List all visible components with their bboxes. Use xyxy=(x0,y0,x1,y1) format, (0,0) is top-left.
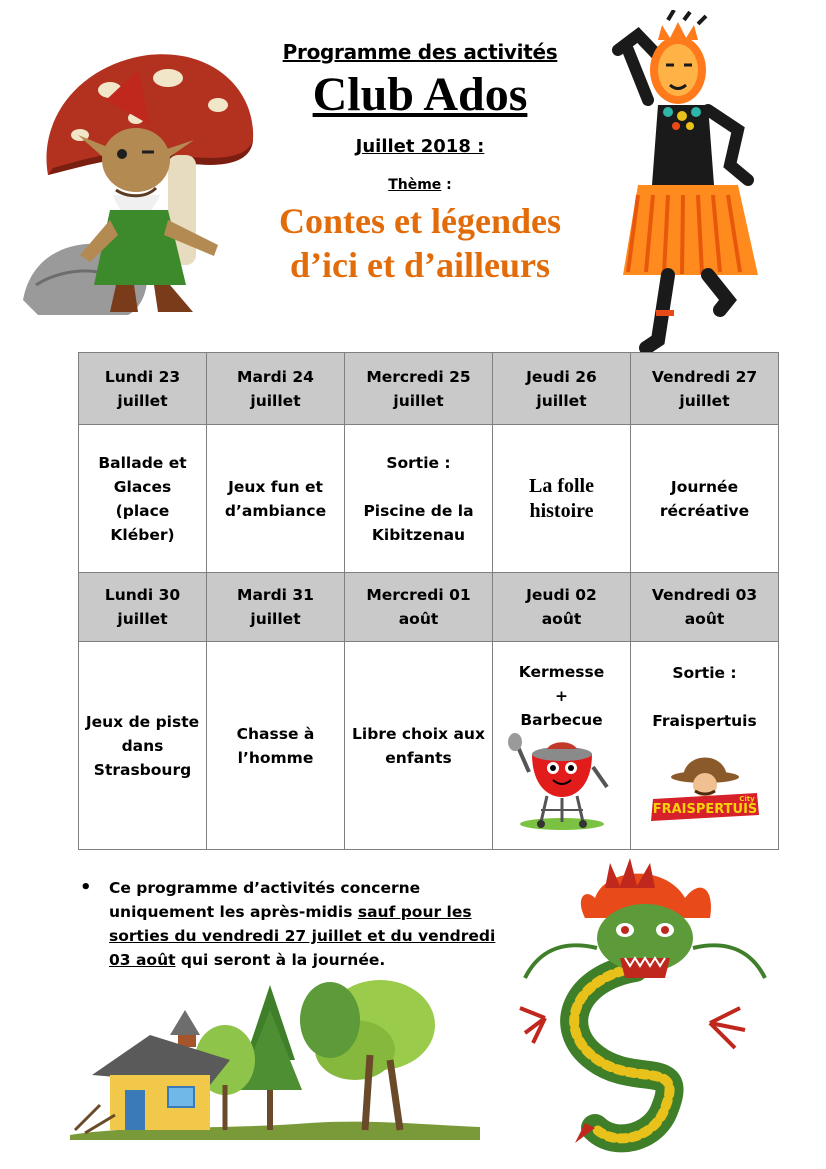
fraispertuis-logo-text: FRAISPERTUIS xyxy=(652,801,757,817)
day-header: Mercredi 25 juillet xyxy=(345,353,493,425)
week1-activity-row xyxy=(79,425,779,573)
activity-cell: Jeux de piste dans Strasbourg xyxy=(79,642,207,850)
program-title: Programme des activités xyxy=(282,40,558,64)
theme-line-1: Contes et légendes xyxy=(279,201,561,241)
activity-cell: Sortie : Piscine de la Kibitzenau xyxy=(345,425,493,573)
fraispertuis-logo-suffix: City xyxy=(738,794,755,803)
month-heading xyxy=(230,136,610,157)
activity-cell: Jeux fun et d’ambiance xyxy=(207,425,345,573)
day-header: Mardi 31 juillet xyxy=(207,573,345,642)
theme-label: Thème xyxy=(388,177,442,193)
day-header: Mercredi 01 août xyxy=(345,573,493,642)
activity-cell: Journée récréative xyxy=(631,425,779,573)
house-trees-illustration xyxy=(70,965,480,1145)
barbecue-icon xyxy=(507,732,617,832)
week2-header-row xyxy=(79,573,779,642)
theme-heading xyxy=(230,177,610,193)
day-header: Vendredi 03 août xyxy=(631,573,779,642)
activity-cell: Sortie : Fraispertuis FRAISPERTUIS City xyxy=(631,642,779,850)
activity-cell: Ballade et Glaces (place Kléber) xyxy=(79,425,207,573)
note-text-b: qui seront à la journée. xyxy=(175,951,386,969)
activity-cell: Libre choix aux enfants xyxy=(345,642,493,850)
activity-cell: Chasse à l’homme xyxy=(207,642,345,850)
title-block xyxy=(230,40,610,287)
mask-dancer-illustration xyxy=(598,10,786,352)
fraispertuis-logo xyxy=(645,741,765,831)
activity-cell: La folle histoire xyxy=(493,425,631,573)
day-header: Vendredi 27 juillet xyxy=(631,353,779,425)
day-header: Mardi 24 juillet xyxy=(207,353,345,425)
day-header: Lundi 23 juillet xyxy=(79,353,207,425)
activity-cell: Kermesse + Barbecue xyxy=(493,642,631,850)
month-text: Juillet 2018 : xyxy=(355,136,485,157)
note-text xyxy=(109,876,520,972)
note-text-underlined: sauf pour les sorties du vendredi 27 juillet et du vendredi 03 août xyxy=(109,903,496,969)
theme-title xyxy=(230,199,610,287)
day-header: Lundi 30 juillet xyxy=(79,573,207,642)
dragon-illustration xyxy=(515,858,780,1158)
week1-header-row xyxy=(79,353,779,425)
schedule-note xyxy=(80,876,520,972)
theme-line-2: d’ici et d’ailleurs xyxy=(290,245,550,285)
club-title: Club Ados xyxy=(312,68,528,121)
day-header: Jeudi 02 août xyxy=(493,573,631,642)
bullet-icon: • xyxy=(80,877,92,898)
week2-activity-row xyxy=(79,642,779,850)
schedule-table xyxy=(78,352,779,850)
gnome-mushroom-illustration xyxy=(18,30,260,330)
day-header: Jeudi 26 juillet xyxy=(493,353,631,425)
theme-colon: : xyxy=(441,177,452,193)
note-text-a: Ce programme d’activités concerne uniquement les après-midis xyxy=(109,879,421,921)
